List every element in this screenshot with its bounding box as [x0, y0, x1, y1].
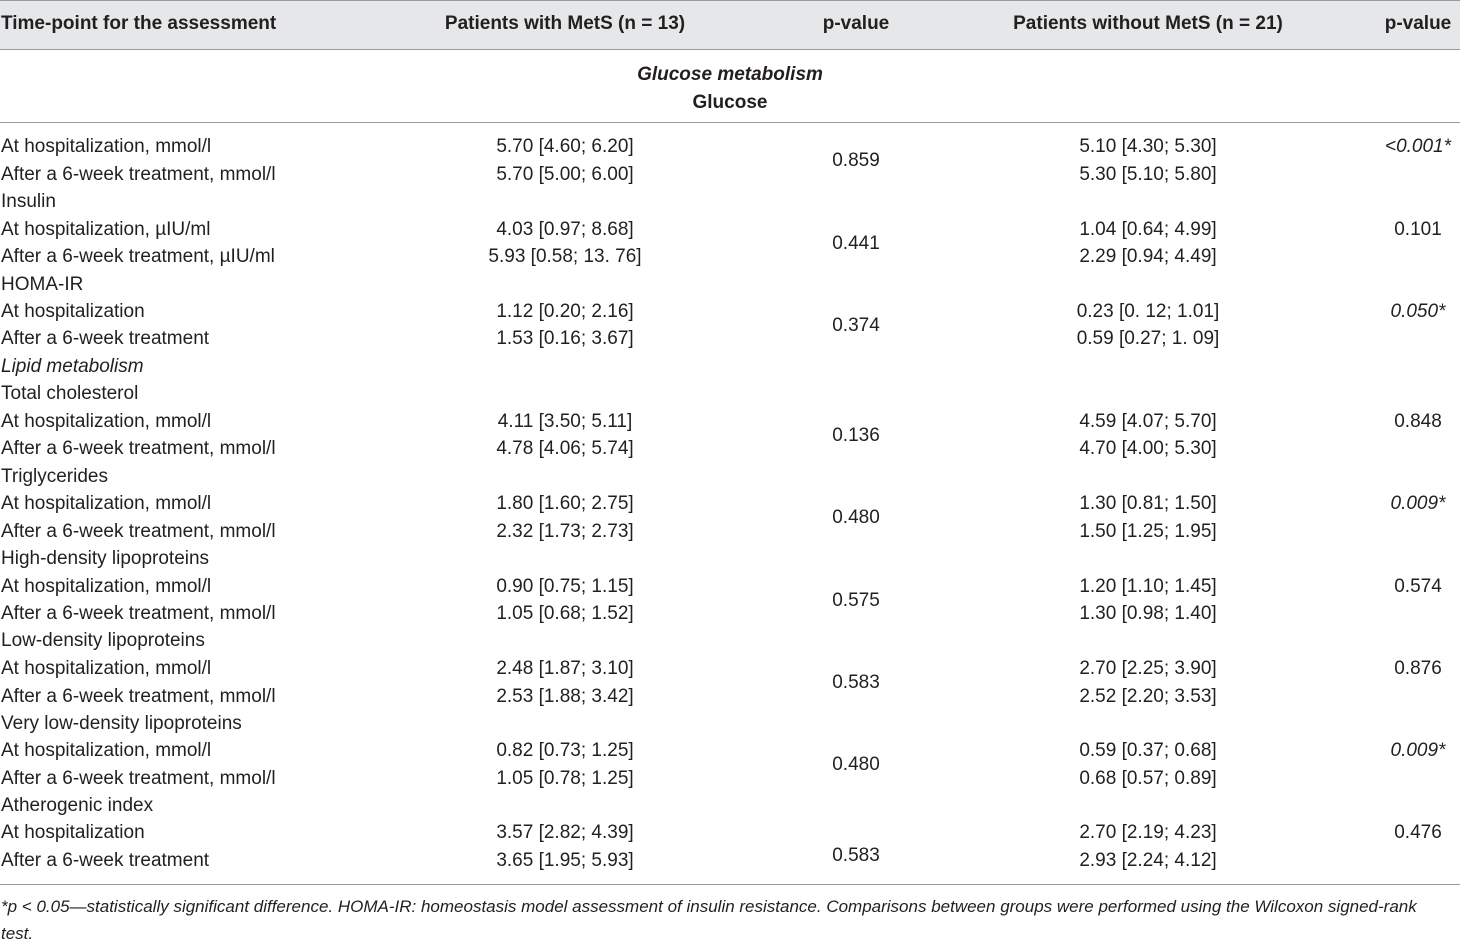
row-label: At hospitalization, mmol/l: [1, 136, 212, 157]
p-value-no-mets: 0.848: [1394, 411, 1442, 432]
row-label: At hospitalization, mmol/l: [1, 658, 212, 679]
mets-value: 4.11 [3.50; 5.11]: [497, 411, 633, 432]
header-rule: [0, 49, 1460, 50]
p-value-mets: 0.583: [832, 672, 880, 693]
row-label: After a 6-week treatment, mmol/l: [1, 603, 276, 624]
subgroup-title: Total cholesterol: [1, 383, 139, 404]
mets-value: 3.57 [2.82; 4.39]: [496, 822, 634, 843]
row-label: After a 6-week treatment, mmol/l: [1, 686, 276, 707]
row-label: After a 6-week treatment, mmol/l: [1, 768, 276, 789]
p-value-mets: 0.441: [832, 233, 880, 254]
no-mets-value: 5.30 [5.10; 5.80]: [1079, 164, 1217, 185]
no-mets-value: 4.70 [4.00; 5.30]: [1079, 438, 1217, 459]
row-label: At hospitalization: [1, 822, 145, 843]
p-value-no-mets: 0.050*: [1390, 301, 1446, 322]
row-label: After a 6-week treatment, µIU/ml: [1, 246, 275, 267]
no-mets-value: 5.10 [4.30; 5.30]: [1079, 136, 1217, 157]
mets-value: 0.90 [0.75; 1.15]: [496, 576, 634, 597]
p-value-mets: 0.575: [832, 590, 880, 611]
mets-value: 2.48 [1.87; 3.10]: [496, 658, 634, 679]
no-mets-value: 2.52 [2.20; 3.53]: [1079, 686, 1217, 707]
subgroup-title: Low-density lipoproteins: [1, 630, 205, 651]
mets-value: 0.82 [0.73; 1.25]: [496, 740, 634, 761]
no-mets-value: 1.50 [1.25; 1.95]: [1079, 521, 1217, 542]
no-mets-value: 1.20 [1.10; 1.45]: [1079, 576, 1217, 597]
no-mets-value: 2.93 [2.24; 4.12]: [1079, 850, 1217, 871]
p-value-mets: 0.374: [832, 315, 880, 336]
subgroup-title: Very low-density lipoproteins: [1, 713, 242, 734]
table-footnote: *p < 0.05—statistically significant difference. HOMA-IR: homeostasis model assessment of insulin resistance. Comparisons between groups were performed using the Wilcoxon signed-rank test.: [1, 897, 1417, 943]
no-mets-value: 0.59 [0.37; 0.68]: [1079, 740, 1217, 761]
header-p-value-no-mets: p-value: [1384, 13, 1452, 34]
subgroup-title: High-density lipoproteins: [1, 548, 210, 569]
mets-value: 1.53 [0.16; 3.67]: [496, 328, 634, 349]
mets-value: 5.70 [4.60; 6.20]: [496, 136, 634, 157]
p-value-mets: 0.859: [832, 150, 880, 171]
row-label: After a 6-week treatment: [1, 328, 210, 349]
p-value-mets: 0.136: [832, 425, 880, 446]
p-value-no-mets: <0.001*: [1384, 136, 1452, 157]
row-label: At hospitalization, mmol/l: [1, 493, 212, 514]
subsection-glucose: Glucose: [692, 92, 768, 113]
header-patients-without-mets: Patients without MetS (n = 21): [1013, 13, 1283, 34]
subgroup-title: Insulin: [1, 191, 56, 212]
p-value-mets: 0.583: [832, 845, 880, 866]
p-value-no-mets: 0.574: [1394, 576, 1442, 597]
row-label: After a 6-week treatment, mmol/l: [1, 521, 276, 542]
subgroup-title: Triglycerides: [1, 466, 108, 487]
p-value-mets: 0.480: [832, 754, 880, 775]
no-mets-value: 0.23 [0. 12; 1.01]: [1076, 301, 1220, 322]
header-p-value-mets: p-value: [822, 13, 890, 34]
p-value-no-mets: 0.009*: [1390, 493, 1446, 514]
p-value-no-mets: 0.101: [1394, 219, 1442, 240]
row-label: At hospitalization, mmol/l: [1, 411, 212, 432]
section-rule: [0, 122, 1460, 123]
p-value-no-mets: 0.009*: [1390, 740, 1446, 761]
top-rule: [0, 0, 1460, 1]
p-value-no-mets: 0.876: [1394, 658, 1442, 679]
mets-value: 3.65 [1.95; 5.93]: [496, 850, 634, 871]
no-mets-value: 4.59 [4.07; 5.70]: [1079, 411, 1217, 432]
mets-value: 1.05 [0.78; 1.25]: [496, 768, 634, 789]
no-mets-value: 0.59 [0.27; 1. 09]: [1076, 328, 1220, 349]
no-mets-value: 1.04 [0.64; 4.99]: [1079, 219, 1217, 240]
p-value-mets: 0.480: [832, 507, 880, 528]
row-label: At hospitalization, mmol/l: [1, 576, 212, 597]
mets-value: 1.12 [0.20; 2.16]: [496, 301, 634, 322]
header-patients-with-mets: Patients with MetS (n = 13): [444, 13, 686, 34]
section-lipid-metabolism: Lipid metabolism: [1, 356, 144, 377]
row-label: After a 6-week treatment, mmol/l: [1, 164, 276, 185]
mets-value: 5.70 [5.00; 6.00]: [496, 164, 634, 185]
mets-value: 4.78 [4.06; 5.74]: [496, 438, 634, 459]
no-mets-value: 2.70 [2.19; 4.23]: [1079, 822, 1217, 843]
mets-value: 5.93 [0.58; 13. 76]: [488, 246, 642, 267]
bottom-rule: [0, 884, 1460, 885]
mets-value: 1.05 [0.68; 1.52]: [496, 603, 634, 624]
no-mets-value: 2.29 [0.94; 4.49]: [1079, 246, 1217, 267]
mets-value: 4.03 [0.97; 8.68]: [496, 219, 634, 240]
no-mets-value: 2.70 [2.25; 3.90]: [1079, 658, 1217, 679]
p-value-no-mets: 0.476: [1394, 822, 1442, 843]
row-label: At hospitalization: [1, 301, 145, 322]
header-time-point: Time-point for the assessment: [1, 13, 277, 34]
section-glucose-metabolism: Glucose metabolism: [637, 64, 823, 85]
mets-value: 2.53 [1.88; 3.42]: [496, 686, 634, 707]
row-label: After a 6-week treatment: [1, 850, 210, 871]
row-label: After a 6-week treatment, mmol/l: [1, 438, 276, 459]
row-label: At hospitalization, mmol/l: [1, 740, 212, 761]
mets-value: 2.32 [1.73; 2.73]: [496, 521, 634, 542]
subgroup-title: Atherogenic index: [1, 795, 154, 816]
no-mets-value: 1.30 [0.98; 1.40]: [1079, 603, 1217, 624]
subgroup-title: HOMA-IR: [1, 274, 84, 295]
no-mets-value: 1.30 [0.81; 1.50]: [1079, 493, 1217, 514]
no-mets-value: 0.68 [0.57; 0.89]: [1079, 768, 1217, 789]
row-label: At hospitalization, µIU/ml: [1, 219, 211, 240]
mets-value: 1.80 [1.60; 2.75]: [496, 493, 634, 514]
